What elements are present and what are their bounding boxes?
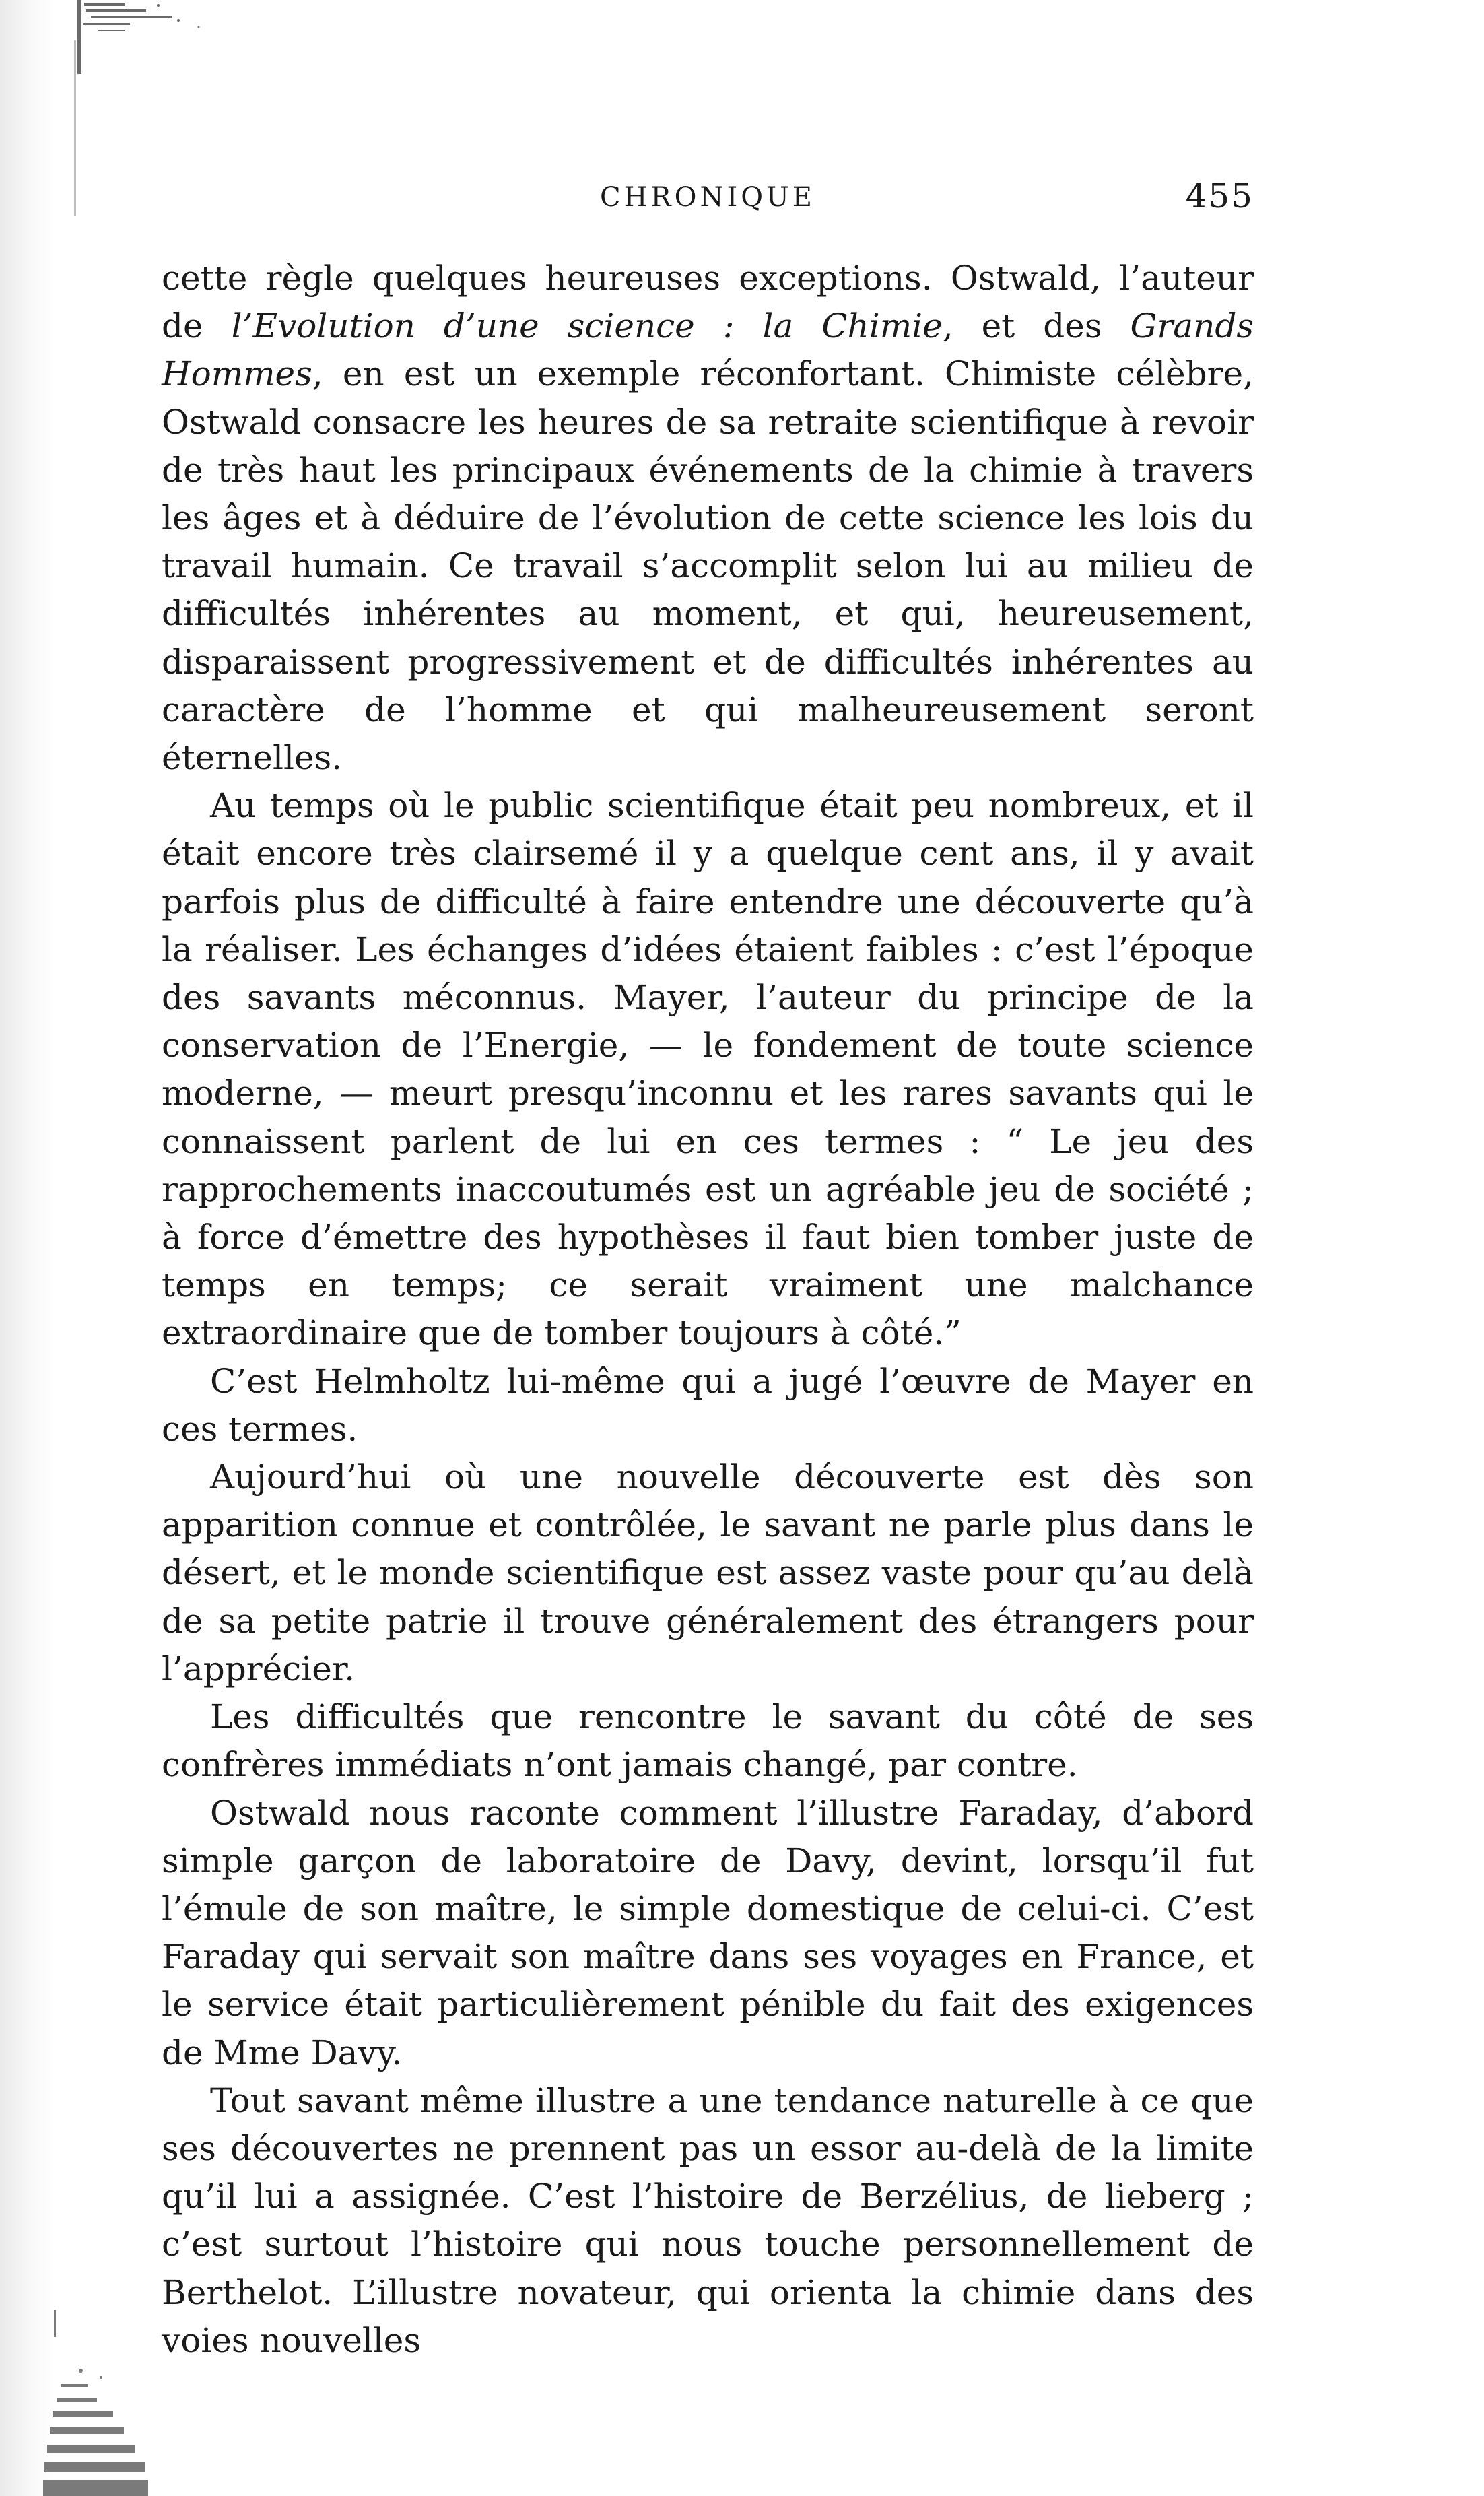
text-segment: Les difficultés que rencontre le savant du côté de ses confrères immédiats n’ont jamais changé, par contre. bbox=[162, 1697, 1254, 1785]
text-segment: C’est Helmholtz lui-même qui a jugé l’œuvre de Mayer en ces termes. bbox=[162, 1361, 1254, 1449]
binding-edge-shadow bbox=[0, 0, 54, 2496]
paragraph bbox=[162, 1358, 1254, 1453]
paragraph bbox=[162, 782, 1254, 1357]
paragraph bbox=[162, 1789, 1254, 2077]
text-segment: , en est un exemple réconfortant. Chimiste célèbre, Ostwald consacre les heures de sa retraite scientifique à revoir de très haut les principaux événements de la chimie à travers les âges et à déduire de l’évolution de cette science les lois du travail humain. Ce travail s’accomplit selon lui au milieu de difficultés inhérentes au moment, et qui, heureusement, disparaissent progressivement et de difficultés inhérentes au caractère de l’homme et qui malheureusement seront éternelles. bbox=[162, 354, 1254, 778]
paragraph bbox=[162, 1693, 1254, 1789]
text-segment: Tout savant même illustre a une tendance naturelle à ce que ses découvertes ne prennent pas un essor au-delà de la limite qu’il lui a assignée. C’est l’histoire de Berzélius, de lieberg ; c’est surtout l’histoire qui nous touche personnellement de Berthelot. L’illustre novateur, qui orienta la chimie dans des voies nouvelles bbox=[162, 2080, 1254, 2360]
paragraph bbox=[162, 2077, 1254, 2365]
text-segment: cette règle quelques heureuses exceptions. Ostwald, l’auteur de bbox=[162, 259, 1254, 346]
text-segment: , et des bbox=[942, 306, 1131, 346]
scan-artifact-top bbox=[77, 0, 239, 74]
page-number: 455 bbox=[1185, 176, 1254, 216]
paragraph bbox=[162, 255, 1254, 782]
italic-title: l’Evolution d’une science : la Chimie bbox=[231, 306, 943, 346]
running-title: CHRONIQUE bbox=[600, 182, 815, 213]
text-segment: Aujourd’hui où une nouvelle découverte est dès son apparition connue et contrôlée, le savant ne parle plus dans le désert, et le monde scientifique est assez vaste pour qu’au delà de sa petite patrie il trouve généralement des étrangers pour l’apprécier. bbox=[162, 1457, 1254, 1688]
binding-edge-rule bbox=[74, 40, 76, 216]
text-segment: Au temps où le public scientifique était peu nombreux, et il était encore très clairsemé il y a quelque cent ans, il y avait parfois plus de difficulté à faire entendre une découverte qu’à la réaliser. Les échanges d’idées étaient faibles : c’est l’époque des savants méconnus. Mayer, l’auteur du principe de la conservation de l’Energie, — le fondement de toute science moderne, — meurt presqu’inconnu et les rares savants qui le connaissent parlent de lui en ces termes : “ Le jeu des rapprochements inaccoutumés est un agréable jeu de société ; à force d’émettre des hypothèses il faut bien tomber juste de temps en temps; ce serait vraiment une malchance extraordinaire que de tomber toujours à côté.” bbox=[162, 786, 1254, 1353]
text-segment: Ostwald nous raconte comment l’illustre Faraday, d’abord simple garçon de laboratoire de Davy, devint, lorsqu’il fut l’émule de son maître, le simple domestique de celui-ci. C’est Faraday qui servait son maître dans ses voyages en France, et le service était particulièrement pénible du fait des exigences de Mme Davy. bbox=[162, 1793, 1254, 2072]
scan-artifact-bottom bbox=[40, 2303, 148, 2496]
paragraph bbox=[162, 1453, 1254, 1693]
italic-title: Grands Hommes bbox=[162, 306, 1254, 394]
page-header bbox=[162, 176, 1254, 230]
body-text bbox=[162, 255, 1254, 2365]
